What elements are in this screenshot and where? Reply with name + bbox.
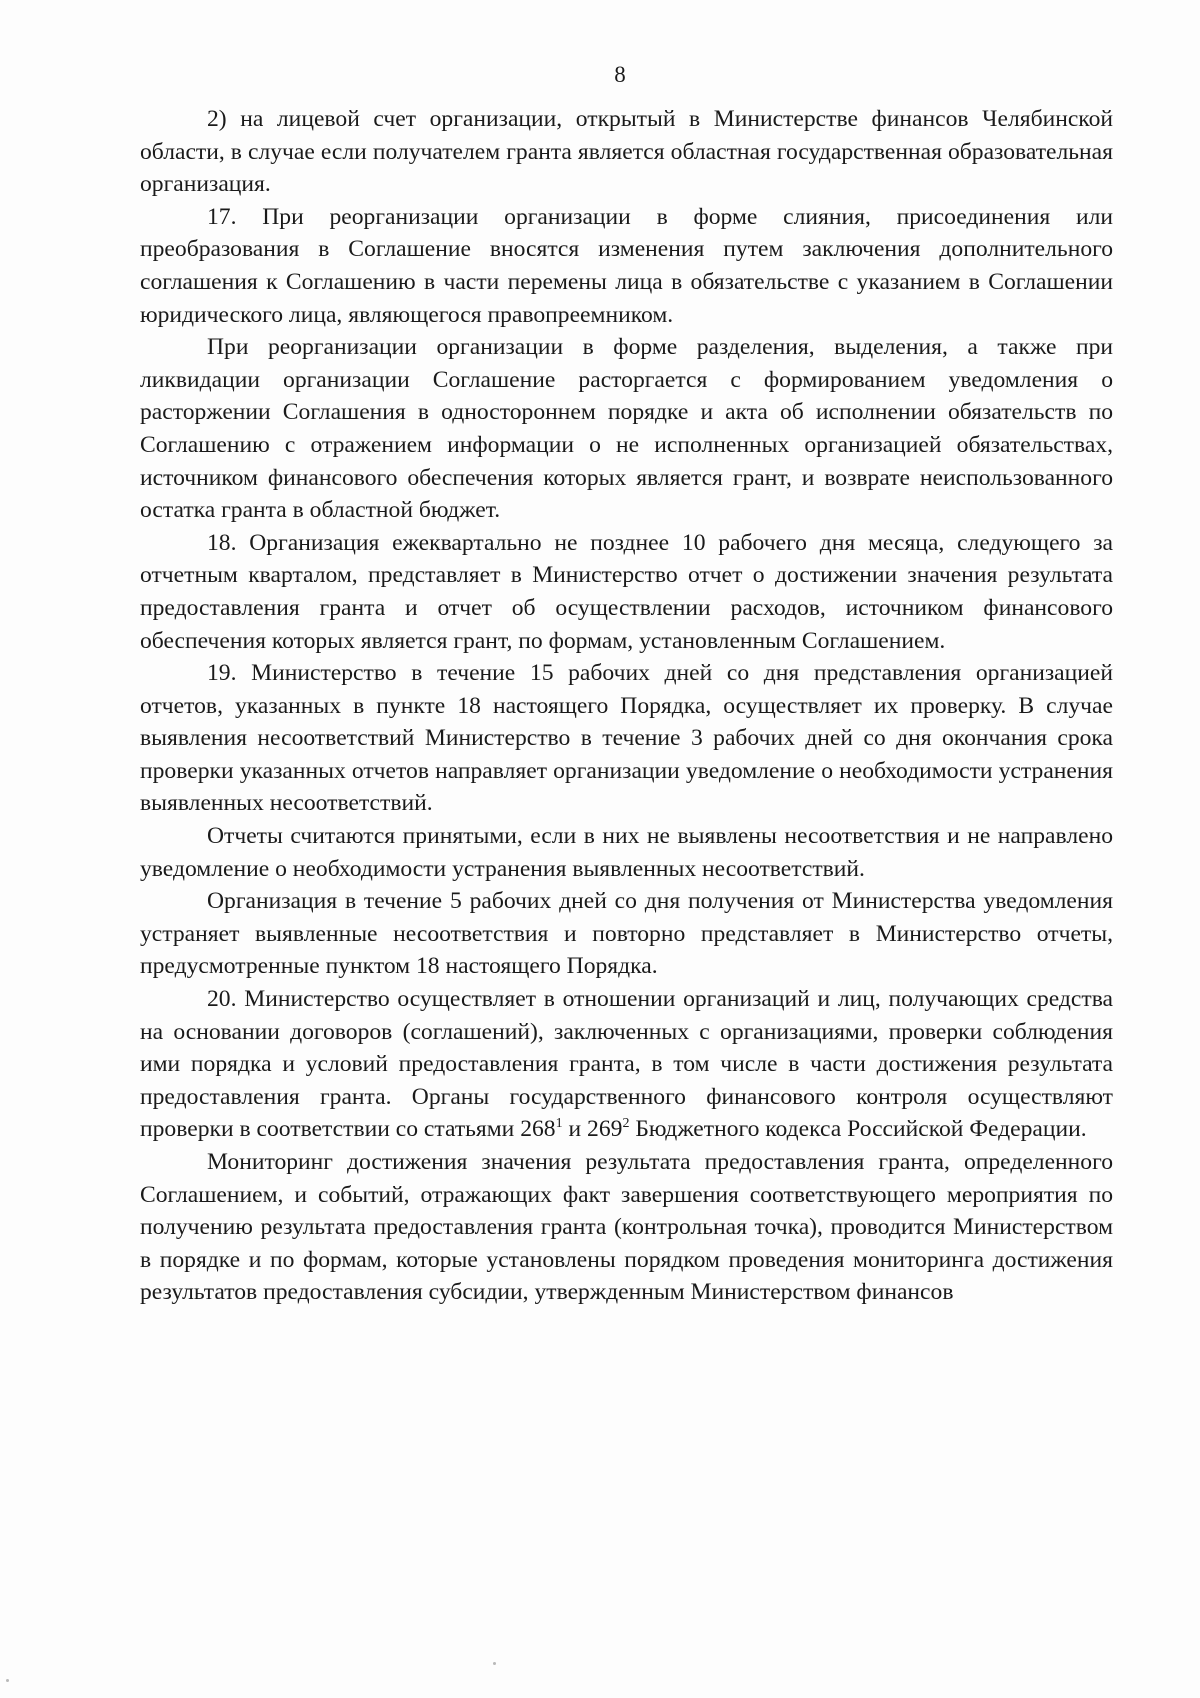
paragraph-account: 2) на лицевой счет организации, открытый в Министерстве финансов Челябинской области, в случае если получателем гранта является областная государственная образовательная организация.	[140, 106, 1113, 198]
scan-speck	[493, 1662, 496, 1665]
page-number: 8	[614, 62, 626, 87]
paragraph-monitoring: Мониторинг достижения значения результата предоставления гранта, определенного Соглашением, и событий, отражающих факт завершения соответствующего мероприятия по получению результата предоставления гранта (контрольная точка), проводится Министерством в порядке и по формам, которые установлены порядком проведения мониторинга достижения результатов предоставления субсидии, утвержденным Министерством финансов	[140, 1149, 1113, 1306]
scan-speck	[6, 1679, 9, 1682]
paragraph-20-text-middle: и 269	[562, 1116, 623, 1143]
paragraph-20	[140, 983, 1113, 1146]
paragraph-19-corrections: Организация в течение 5 рабочих дней со дня получения от Министерства уведомления устраняет выявленные несоответствия и повторно представляет в Министерство отчеты, предусмотренные пунктом 18 настоящего Порядка.	[140, 888, 1113, 980]
paragraph-17: 17. При реорганизации организации в форме слияния, присоединения или преобразования в Соглашение вносятся изменения путем заключения дополнительного соглашения к Соглашению в части перемены лица в обязательстве с указанием в Соглашении юридического лица, являющегося правопреемником.	[140, 203, 1113, 328]
document-body	[140, 103, 1113, 1309]
paragraph-20-text-before: 20. Министерство осуществляет в отношении организаций и лиц, получающих средства на основании договоров (соглашений), заключенных с организациями, проверки соблюдения ими порядка и условий предоставления гранта, в том числе в части достижения результата предоставления гранта. Органы государственного финансового контроля осуществляют проверки в соответствии со статьями 268	[140, 986, 1113, 1143]
paragraph-19: 19. Министерство в течение 15 рабочих дней со дня представления организацией отчетов, указанных в пункте 18 настоящего Порядка, осуществляет их проверку. В случае выявления несоответствий Министерство в течение 3 рабочих дней со дня окончания срока проверки указанных отчетов направляет организации уведомление о необходимости устранения выявленных несоответствий.	[140, 660, 1113, 817]
paragraph-18: 18. Организация ежеквартально не позднее 10 рабочего дня месяца, следующего за отчетным кварталом, представляет в Министерство отчет о достижении значения результата предоставления гранта и отчет об осуществлении расходов, источником финансового обеспечения которых является грант, по формам, установленным Соглашением.	[140, 529, 1113, 654]
paragraph-19-reports-accepted: Отчеты считаются принятыми, если в них не выявлены несоответствия и не направлено уведомление о необходимости устранения выявленных несоответствий.	[140, 823, 1113, 882]
paragraph-20-text-after: Бюджетного кодекса Российской Федерации.	[629, 1116, 1087, 1143]
paragraph-17-reorganization: При реорганизации организации в форме разделения, выделения, а также при ликвидации организации Соглашение расторгается с формированием уведомления о расторжении Соглашения в одностороннем порядке и акта об исполнении обязательств по Соглашению с отражением информации о не исполненных организацией обязательствах, источником финансового обеспечения которых является грант, и возврате неиспользованного остатка гранта в областной бюджет.	[140, 334, 1113, 524]
superscript-1: 1	[555, 1116, 563, 1132]
superscript-2: 2	[622, 1116, 630, 1132]
